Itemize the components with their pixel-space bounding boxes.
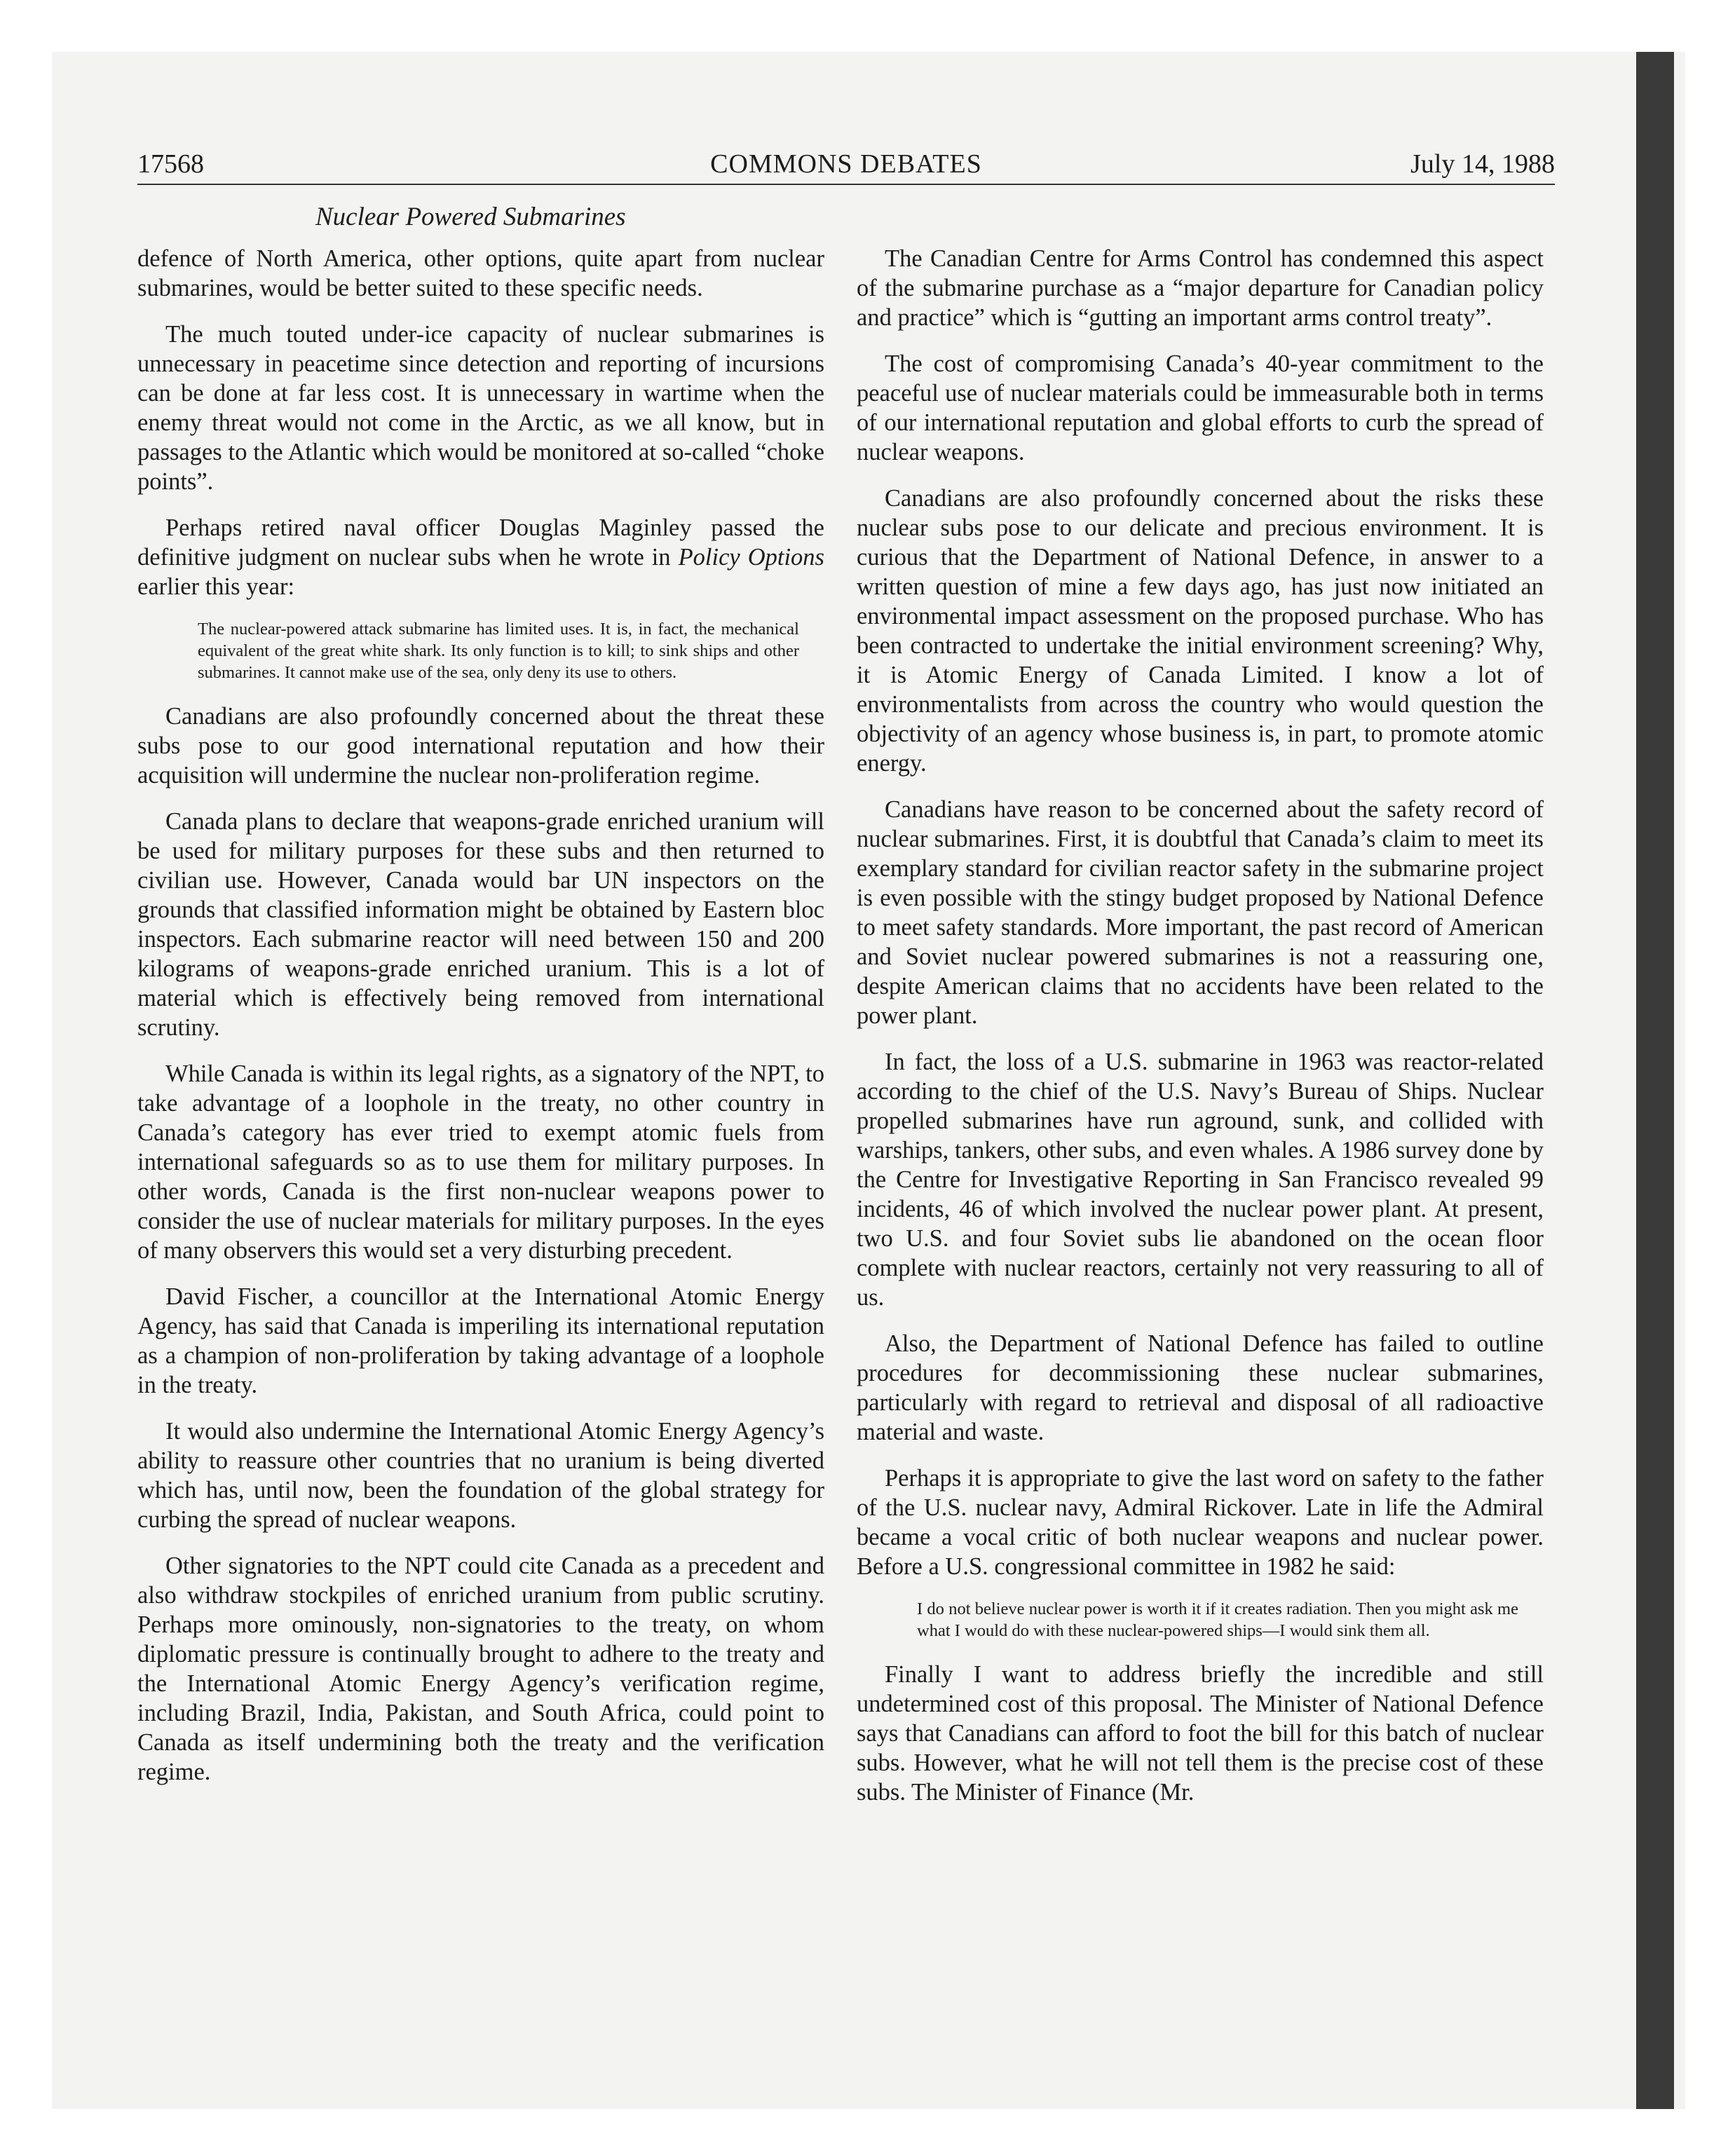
paragraph: Canadians have reason to be concerned about the safety record of nuclear submarines. First, it is doubtful that Canada’s claim to meet its exemplary standard for civilian reactor safety in the submarine project is even possible with the stingy budget proposed by National Defence to meet safety standards. More important, the past record of American and Soviet nuclear powered submarines is not a reassuring one, despite American claims that no accidents have been related to the power plant. [857, 796, 1544, 1029]
quote-text: I do not believe nuclear power is worth it if it creates radiation. Then you might ask me what I would do with these nuclear-powered ships—I would sink them all. [917, 1599, 1518, 1640]
publication-name: Policy Options [678, 544, 824, 571]
paragraph: The much touted under-ice capacity of nuclear submarines is unnecessary in peacetime since detection and reporting of incursions can be done at far less cost. It is unnecessary in wartime when the enemy threat would not come in the Arctic, as we all know, but in passages to the Atlantic which would be monitored at so-called “choke points”. [137, 321, 824, 495]
scan-page-edge [1636, 52, 1674, 2109]
left-column [137, 244, 824, 1803]
page-number: 17568 [137, 149, 204, 179]
paragraph: Also, the Department of National Defence has failed to outline procedures for decommissioning these nuclear submarines, particularly with regard to retrieval and disposal of all radioactive material and waste. [857, 1330, 1544, 1445]
paragraph: defence of North America, other options, quite apart from nuclear submarines, would be better suited to these specific needs. [137, 245, 824, 301]
paragraph: The Canadian Centre for Arms Control has condemned this aspect of the submarine purchase as a “major departure for Canadian policy and practice” which is “gutting an important arms control treaty”. [857, 245, 1544, 331]
paragraph-text: earlier this year: [137, 573, 295, 600]
paragraph: Other signatories to the NPT could cite Canada as a precedent and also withdraw stockpiles of enriched uranium from public scrutiny. Perhaps more ominously, non-signatories to the treaty, on whom diplomatic pressure is continually brought to adhere to the treaty and the International Atomic Energy Agency’s verification regime, including Brazil, India, Pakistan, and South Africa, could point to Canada as itself undermining both the treaty and the verification regime. [137, 1553, 824, 1785]
header-date: July 14, 1988 [1410, 149, 1555, 179]
paragraph: Canada plans to declare that weapons-grade enriched uranium will be used for military purposes for these subs and then returned to civilian use. However, Canada would bar UN inspectors on the grounds that classified information might be obtained by Eastern bloc inspectors. Each submarine reactor will need between 150 and 200 kilograms of weapons-grade enriched uranium. This is a lot of material which is effectively being removed from international scrutiny. [137, 808, 824, 1041]
publication-title: COMMONS DEBATES [710, 149, 982, 179]
paragraph-text: Perhaps retired naval officer Douglas Maginley passed the definitive judgment on nuclear subs when he wrote in [137, 514, 824, 571]
paragraph: While Canada is within its legal rights, as a signatory of the NPT, to take advantage of a loophole in the treaty, no other country in Canada’s category has ever tried to exempt atomic fuels from international safeguards so as to use them for military purposes. In other words, Canada is the first non-nuclear weapons power to consider the use of nuclear materials for military purposes. In the eyes of many observers this would set a very disturbing precedent. [137, 1060, 824, 1264]
paragraph: The cost of compromising Canada’s 40-year commitment to the peaceful use of nuclear materials could be immeasurable both in terms of our international reputation and global efforts to curb the spread of nuclear weapons. [857, 350, 1544, 465]
subject-heading: Nuclear Powered Submarines [315, 203, 626, 231]
paragraph: It would also undermine the International Atomic Energy Agency’s ability to reassure other countries that no uranium is being diverted which has, until now, been the foundation of the global strategy for curbing the spread of nuclear weapons. [137, 1418, 824, 1533]
paragraph: In fact, the loss of a U.S. submarine in 1963 was reactor-related according to the chief of the U.S. Navy’s Bureau of Ships. Nuclear propelled submarines have run aground, sunk, and collided with warships, tankers, other subs, and even whales. A 1986 survey done by the Centre for Investigative Reporting in San Francisco revealed 99 incidents, 46 of which involved the nuclear power plant. At present, two U.S. and four Soviet subs lie abandoned on the ocean floor complete with nuclear reactors, certainly not very reassuring to all of us. [857, 1049, 1544, 1311]
quote-text: The nuclear-powered attack submarine has limited uses. It is, in fact, the mechanical equivalent of the great white shark. Its only function is to kill; to sink ships and other submarines. It cannot make use of the sea, only deny its use to others. [198, 620, 799, 682]
block-quote [198, 618, 799, 683]
right-column [857, 244, 1544, 1824]
paragraph: Finally I want to address briefly the incredible and still undetermined cost of this proposal. The Minister of National Defence says that Canadians can afford to foot the bill for this batch of nuclear subs. However, what he will not tell them is the precise cost of these subs. The Minister of Finance (Mr. [857, 1661, 1544, 1806]
paragraph: Perhaps it is appropriate to give the last word on safety to the father of the U.S. nuclear navy, Admiral Rickover. Late in life the Admiral became a vocal critic of both nuclear weapons and nuclear power. Before a U.S. congressional committee in 1982 he said: [857, 1465, 1544, 1580]
paragraph [137, 513, 824, 601]
page-header [137, 149, 1555, 185]
paragraph: Canadians are also profoundly concerned about the threat these subs pose to our good international reputation and how their acquisition will undermine the nuclear non-proliferation regime. [137, 703, 824, 789]
paragraph: Canadians are also profoundly concerned about the risks these nuclear subs pose to our delicate and precious environment. It is curious that the Department of National Defence, in answer to a written question of mine a few days ago, has just now initiated an environmental impact assessment on the proposed purchase. Who has been contracted to undertake the initial environment screening? Why, it is Atomic Energy of Canada Limited. I know a lot of environmentalists from across the country who would question the objectivity of an agency whose business is, in part, to promote atomic energy. [857, 485, 1544, 777]
block-quote [917, 1598, 1518, 1642]
paragraph: David Fischer, a councillor at the International Atomic Energy Agency, has said that Canada is imperiling its international reputation as a champion of non-proliferation by taking advantage of a loophole in the treaty. [137, 1283, 824, 1398]
